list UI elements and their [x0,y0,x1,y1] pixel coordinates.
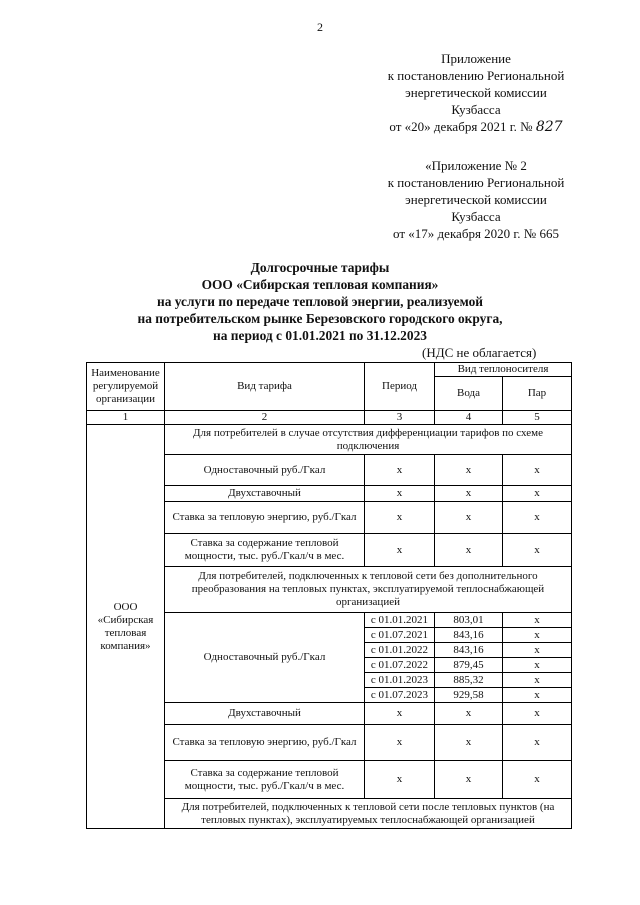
column-number: 1 [87,411,165,425]
period-cell: с 01.07.2021 [365,628,435,643]
header-steam: Пар [503,377,572,411]
appendix-line: энергетической комиссии [405,85,547,100]
title-line: на услуги по передаче тепловой энергии, реализуемой [157,294,483,309]
period-cell: x [365,534,435,567]
appendix-line: Кузбасса [451,102,501,117]
handwritten-number: 827 [535,119,563,135]
appendix-previous [360,157,592,242]
title-line: на период с 01.01.2021 по 31.12.2023 [213,328,427,343]
appendix-line: «Приложение № 2 [425,158,527,173]
appendix-date-line [360,118,592,136]
steam-cell: x [503,613,572,628]
steam-cell: x [503,643,572,658]
title-line: на потребительском рынке Березовского городского округа, [137,311,503,326]
water-cell: x [435,486,503,502]
header-org: Наименование регулируемой организации [87,363,165,411]
period-cell: x [365,455,435,486]
title-line: Долгосрочные тарифы [250,260,390,275]
tariff-label: Одноставочный руб./Гкал [165,613,365,703]
tariff-table [86,362,572,829]
appendix-line: Кузбасса [451,209,501,224]
steam-cell: x [503,534,572,567]
steam-cell: x [503,673,572,688]
water-cell: x [435,455,503,486]
appendix-current [360,50,592,136]
header-period: Период [365,363,435,411]
appendix-line: от «17» декабря 2020 г. № 665 [393,226,559,241]
water-cell: 843,16 [435,628,503,643]
steam-cell: x [503,455,572,486]
water-cell: 879,45 [435,658,503,673]
water-cell: x [435,725,503,761]
water-cell: x [435,703,503,725]
appendix-line: Приложение [441,51,511,66]
header-water: Вода [435,377,503,411]
page-number: 2 [317,20,323,34]
section-heading: Для потребителей, подключенных к тепловой сети после тепловых пунктов (на тепловых пунктах), эксплуатируемых теплоснабжающей организацией [165,799,572,829]
steam-cell: x [503,502,572,534]
section-heading-row [87,425,572,455]
section-heading: Для потребителей, подключенных к тепловой сети без дополнительного преобразования на тепловых пунктах, эксплуатируемой теплоснабжающей организацией [165,567,572,613]
steam-cell: x [503,703,572,725]
tariff-label: Ставка за содержание тепловой мощности, тыс. руб./Гкал/ч в мес. [165,761,365,799]
column-number: 3 [365,411,435,425]
column-number: 2 [165,411,365,425]
appendix-line: к постановлению Региональной [387,68,565,83]
steam-cell: x [503,628,572,643]
column-number: 5 [503,411,572,425]
document-title [0,259,640,344]
tariff-label: Ставка за тепловую энергию, руб./Гкал [165,725,365,761]
water-cell: 803,01 [435,613,503,628]
period-cell: с 01.07.2023 [365,688,435,703]
title-line: ООО «Сибирская тепловая компания» [201,277,439,292]
appendix-line: к постановлению Региональной [387,175,565,190]
tariff-label: Двухставочный [165,486,365,502]
water-cell: x [435,761,503,799]
appendix-date: от «20» декабря 2021 г. № [389,119,533,134]
period-cell: с 01.01.2021 [365,613,435,628]
period-cell: x [365,725,435,761]
period-cell: x [365,761,435,799]
tariff-label: Ставка за тепловую энергию, руб./Гкал [165,502,365,534]
water-cell: 843,16 [435,643,503,658]
steam-cell: x [503,486,572,502]
period-cell: с 01.01.2023 [365,673,435,688]
tariff-label: Ставка за содержание тепловой мощности, тыс. руб./Гкал/ч в мес. [165,534,365,567]
column-numbers-row [87,411,572,425]
period-cell: x [365,703,435,725]
period-cell: с 01.01.2022 [365,643,435,658]
tariff-label: Двухставочный [165,703,365,725]
steam-cell: x [503,725,572,761]
tariff-label: Одноставочный руб./Гкал [165,455,365,486]
header-tariff-type: Вид тарифа [165,363,365,411]
organization-cell: ООО «Сибирская тепловая компания» [87,425,165,829]
water-cell: x [435,502,503,534]
period-cell: x [365,486,435,502]
section-heading: Для потребителей в случае отсутствия дифференциации тарифов по схеме подключения [165,425,572,455]
header-carrier: Вид теплоносителя [435,363,572,377]
steam-cell: x [503,688,572,703]
vat-note: (НДС не облагается) [422,345,537,360]
period-cell: x [365,502,435,534]
period-cell: с 01.07.2022 [365,658,435,673]
water-cell: 885,32 [435,673,503,688]
header-row [87,363,572,377]
column-number: 4 [435,411,503,425]
steam-cell: x [503,761,572,799]
steam-cell: x [503,658,572,673]
water-cell: 929,58 [435,688,503,703]
appendix-line: энергетической комиссии [405,192,547,207]
water-cell: x [435,534,503,567]
